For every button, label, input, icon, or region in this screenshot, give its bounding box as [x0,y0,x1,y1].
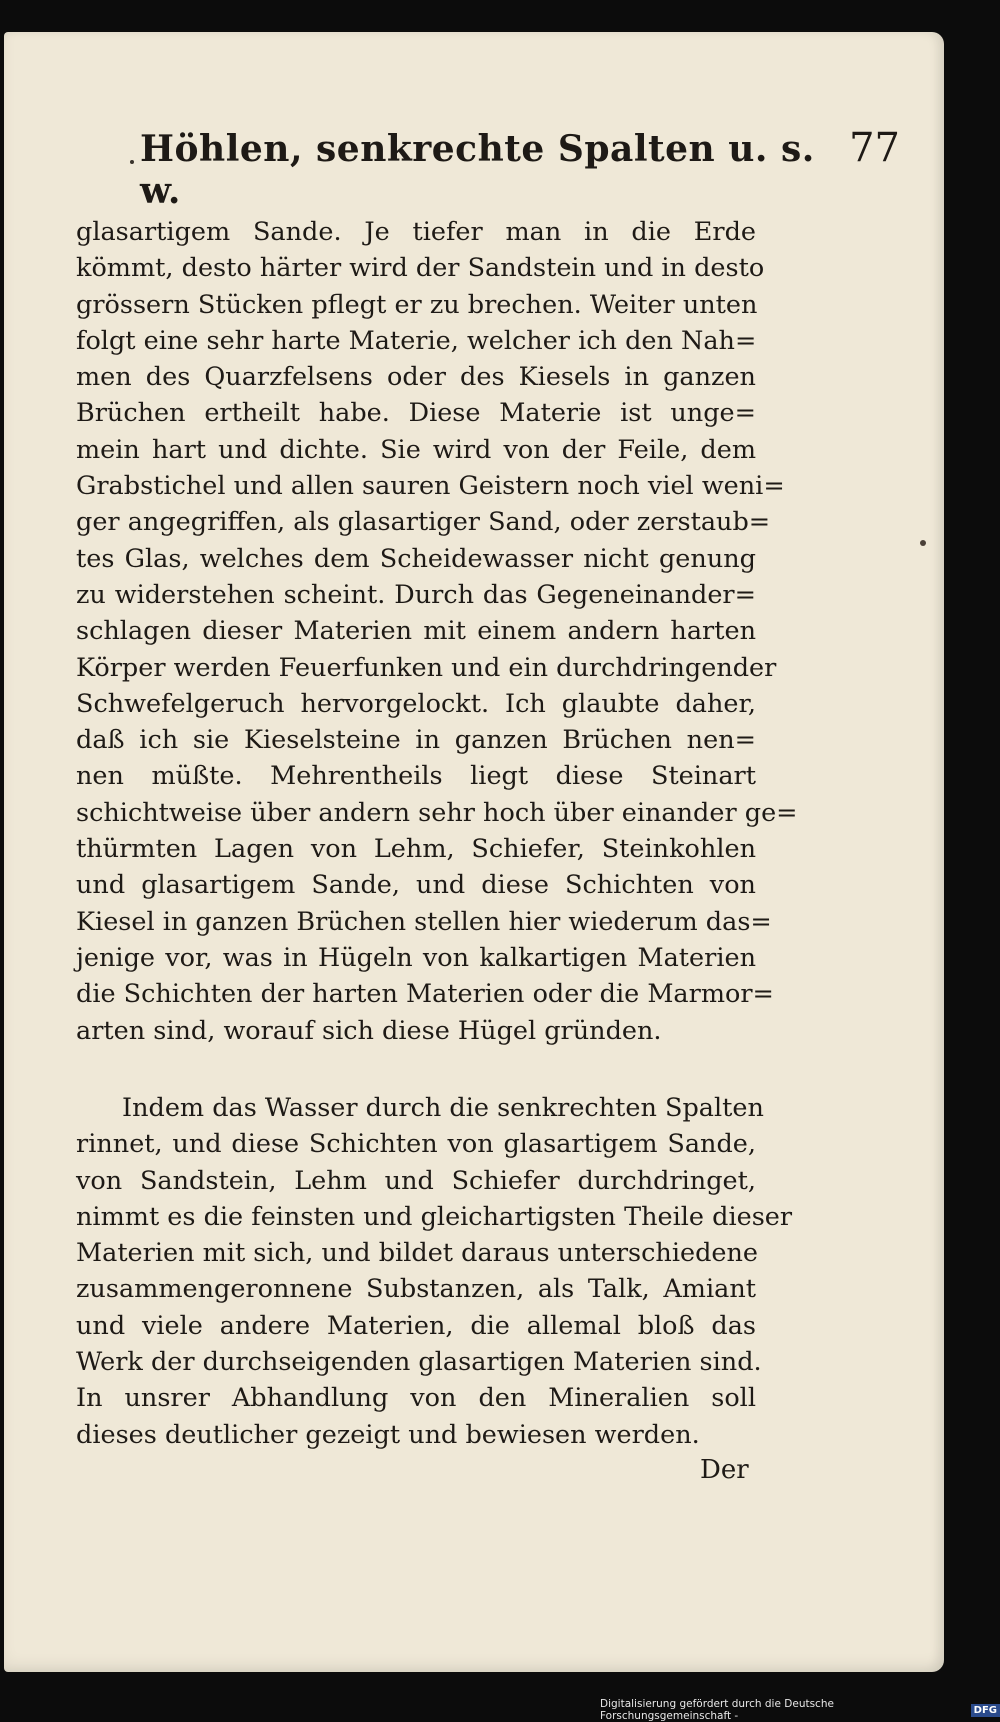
text-line: und viele andere Materien, die allemal bloß das [76,1310,756,1341]
text-line: folgt eine sehr harte Materie, welcher ich den Nah= [76,325,757,356]
text-line: Grabstichel und allen sauren Geistern noch viel weni= [76,471,785,502]
footer-text: Digitalisierung gefördert durch die Deutsche Forschungsgemeinschaft - [600,1698,834,1722]
text-line: die Schichten der harten Materien oder die Marmor= [76,979,774,1010]
text-line: von Sandstein, Lehm und Schiefer durchdringet, [76,1165,756,1196]
footer-credit [600,1700,1000,1720]
text-line: zusammengeronnene Substanzen, als Talk, Amiant [76,1274,756,1305]
running-title: Höhlen, senkrechte Spalten u. s. w. [140,128,815,212]
text-line: dieses deutlicher gezeigt und bewiesen werden. [76,1419,700,1450]
text-line: Werk der durchseigenden glasartigen Materien sind. [76,1347,762,1378]
text-line: Kiesel in ganzen Brüchen stellen hier wiederum das= [76,906,772,937]
dfg-logo: DFG [971,1704,1000,1717]
text-line: schlagen dieser Materien mit einem andern harten [76,616,756,647]
text-line: mein hart und dichte. Sie wird von der Feile, dem [76,434,756,465]
text-line: nimmt es die feinsten und gleichartigsten Theile dieser [76,1201,793,1232]
text-line: ger angegriffen, als glasartiger Sand, oder zerstaub= [76,507,771,538]
text-line: daß ich sie Kieselsteine in ganzen Brüchen nen= [76,725,756,756]
page-header [140,125,900,212]
ink-dot [920,540,926,546]
text-line: Schwefelgeruch hervorgelockt. Ich glaubte daher, [76,688,756,719]
text-line: thürmten Lagen von Lehm, Schiefer, Steinkohlen [76,834,756,865]
text-line: grössern Stücken pflegt er zu brechen. Weiter unten [76,289,758,320]
text-line: In unsrer Abhandlung von den Mineralien soll [76,1383,756,1414]
catchword: Der [700,1455,749,1485]
text-line: men des Quarzfelsens oder des Kiesels in ganzen [76,362,756,393]
text-line: kömmt, desto härter wird der Sandstein und in desto [76,253,765,284]
text-line: zu widerstehen scheint. Durch das Gegeneinander= [76,579,756,610]
text-line: schichtweise über andern sehr hoch über einander ge= [76,797,798,828]
paragraph-2 [76,1090,793,1453]
text-line: glasartigem Sande. Je tiefer man in die Erde [76,217,756,247]
ink-mark [130,160,134,164]
text-line: tes Glas, welches dem Scheidewasser nicht genung [76,543,756,574]
page-number: 77 [849,125,900,171]
text-line: nen müßte. Mehrentheils liegt diese Steinart [76,761,756,792]
text-line: Brüchen ertheilt habe. Diese Materie ist unge= [76,398,756,429]
text-line: Körper werden Feuerfunken und ein durchdringender [76,652,777,683]
text-line: Materien mit sich, und bildet daraus unterschiedene [76,1238,759,1269]
text-line: Indem das Wasser durch die senkrechten Spalten [122,1093,764,1123]
text-line: und glasartigem Sande, und diese Schichten von [76,870,756,901]
text-line: arten sind, worauf sich diese Hügel gründen. [76,1015,662,1046]
paragraph-1 [76,214,798,1049]
text-line: jenige vor, was in Hügeln von kalkartigen Materien [76,942,756,973]
text-line: rinnet, und diese Schichten von glasartigem Sande, [76,1129,756,1160]
